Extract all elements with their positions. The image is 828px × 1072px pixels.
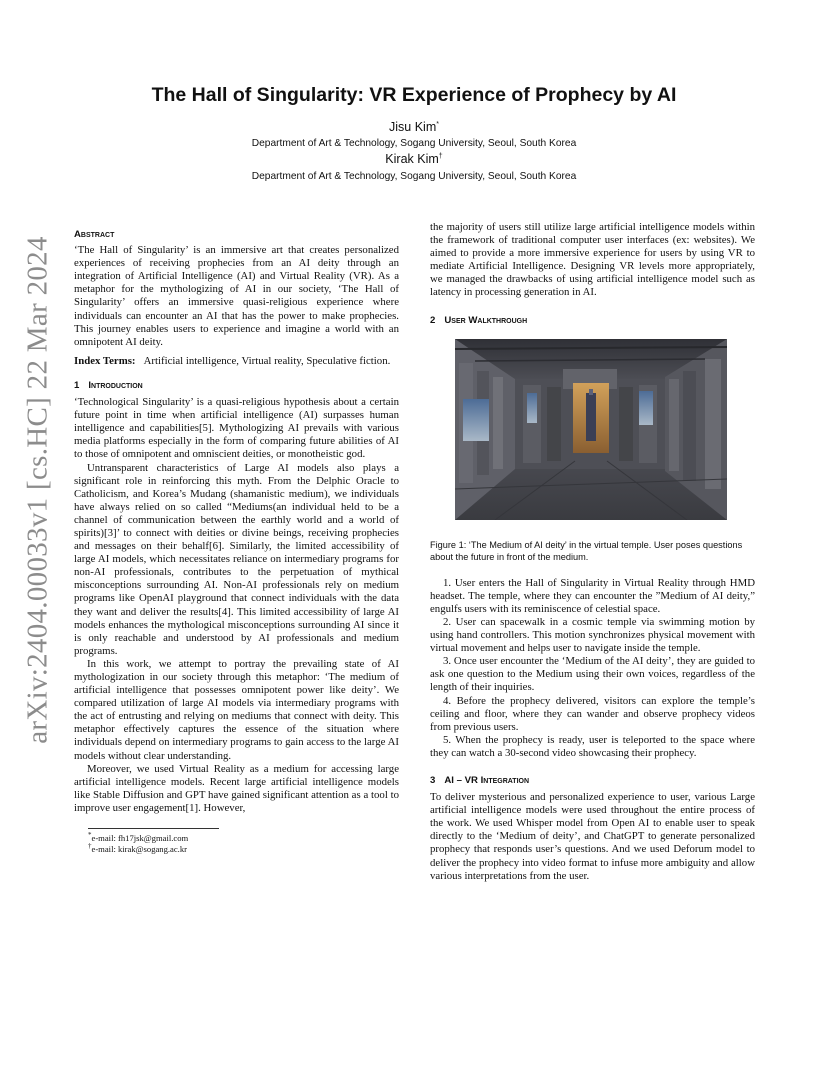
walkthrough-item-4: 4. Before the prophecy delivered, visitors can explore the temple’s ceiling and floor, where they can wander and observe prophecy videos from previous users. [430,694,755,733]
walkthrough-item-3: 3. Once user encounter the ‘Medium of the AI deity’, they are guided to ask one question to the Medium using their own voices, regardless of the length of their inquiries. [430,655,755,694]
walkthrough-item-1: 1. User enters the Hall of Singularity in Virtual Reality through HMD headset. The temple, where they can encounter the ”Medium of AI deity,” engulfs users with its reminiscence of celestial space. [430,576,755,615]
footnote-1: *e-mail: fh17jsk@gmail.com [88,831,189,844]
intro-paragraph-4-continued: the majority of users still utilize large artificial intelligence models within the framework of traditional computer user interfaces (ex: websites). We aimed to provide a more immersive experience for users by using VR to mediate Artificial Intelligence. Designing VR levels more appropriately, we managed the drawbacks of using artificial intelligence model such as latency in processing generation in AI. [430,221,755,299]
figure-1-caption: Figure 1: ‘The Medium of AI deity’ in the virtual temple. User poses questions about the future in front of the medium. [430,539,743,562]
integration-paragraph: To deliver mysterious and personalized experience to user, various Large artificial intelligence models were used throughout the entire process of the work. We used Whisper model from Open AI to enable user to speak directly to the ‘Medium of deity’, and ChatGPT to generate personalized prophecy that responds user’s questions. And we used Deforum model to deliver the prophecy into video format to infuse more ambiguity and allow various interpretations from the user. [430,791,755,882]
abstract-heading: Abstract [74,229,115,240]
walkthrough-item-5: 5. When the prophecy is ready, user is teleported to the space where they can watch a 30-second video showcasing their prophecy. [430,733,755,759]
section-3-heading: 3 AI – VR Integration [430,774,530,786]
intro-paragraph-3: In this work, we attempt to portray the prevailing state of AI mythologization in our society through this metaphor: ‘The medium of artificial intelligence that possesses omnipotent power like deity’. We compared utilization of large AI models via intermediary programs with the act of entrusting and relying on mediums that connect with deity. This metaphor effectively captures the essence of the situation where individuals depend on intermediary programs to gain access to the large AI models without clear understanding. [74,657,399,762]
footnote-2: †e-mail: kirak@sogang.ac.kr [88,842,187,855]
affiliation-1: Department of Art & Technology, Sogang University, Seoul, South Korea [251,138,577,149]
index-terms: Index Terms: Artificial intelligence, Virtual reality, Speculative fiction. [74,354,391,367]
arxiv-side-stamp: arXiv:2404.00033v1 [cs.HC] 22 Mar 2024 [21,236,54,744]
section-2-heading: 2 User Walkthrough [430,314,528,326]
left-column [74,228,399,855]
intro-paragraph-4: Moreover, we used Virtual Reality as a medium for accessing large artificial intelligence models. Recent large artificial intelligence models like Stable Diffusion and GPT have gained significant attention as a tool to improve user engagement[1]. However, [74,762,399,814]
section-1-heading: 1 Introduction [74,379,143,391]
author-2: Kirak Kim† [385,152,443,166]
affiliation-2: Department of Art & Technology, Sogang University, Seoul, South Korea [251,171,577,182]
walkthrough-item-2: 2. User can spacewalk in a cosmic temple via swimming motion by using hand controllers. This motion synchronizes physical movement with virtual movement and helps user to navigate inside the temple. [430,615,755,655]
author-1: Jisu Kim* [389,120,439,134]
figure-1-temple-image [455,339,727,520]
paper-title: The Hall of Singularity: VR Experience of Prophecy by AI [151,84,677,106]
intro-paragraph-1: ‘Technological Singularity’ is a quasi-religious hypothesis about a certain future point in time when artificial intelligence (AI) surpasses human intelligence and capabilities[5]. Mythologizing AI prevails with various media platforms especially in the form of comparing future abilities of AI to those of omnipotent and omniscient deities, or monotheistic god. [74,396,399,461]
footnote-rule [88,828,219,829]
intro-paragraph-2: Untransparent characteristics of Large AI models also plays a significant role in reinforcing this myth. From the Delphic Oracle to Catholicism, and Korea’s Mudang (shamanistic medium), we individuals have always relied on so called “Mediums(an individual held to be a channel of communication between the earthly world and a world of spirits)[3]’ to connect with deities or divine beings, receiving prophecies and messages on their behalf[6]. Similarly, the limited accessibility of large AI models, which necessitates reliance on intermediary programs for non-AI professionals, contributes to the perpetuation of mythical misconceptions surrounding AI. Non-AI professionals rely on medium programs like OpenAI playground that connect individuals with the data they want and deliver the results[4]. This limited accessibility of large AI models enhances the mythological misconceptions surrounding AI since it is only reachable and understood by AI professionals and medium programs. [74,461,399,657]
abstract-text: ‘The Hall of Singularity’ is an immersive art that creates personalized experiences of receiving prophecies from an AI deity through an integration of Artificial Intelligence (AI) and Virtual Reality (VR). As a metaphor for the mythologizing of AI in our society, ‘The Hall of Singularity’ offers an immersive quasi-religious experience where individuals can encounter an AI that has the power to make prophecies. This journey enables users to experience and imagine a world with an omnipotent AI deity. [74,244,399,348]
right-column [430,221,755,883]
